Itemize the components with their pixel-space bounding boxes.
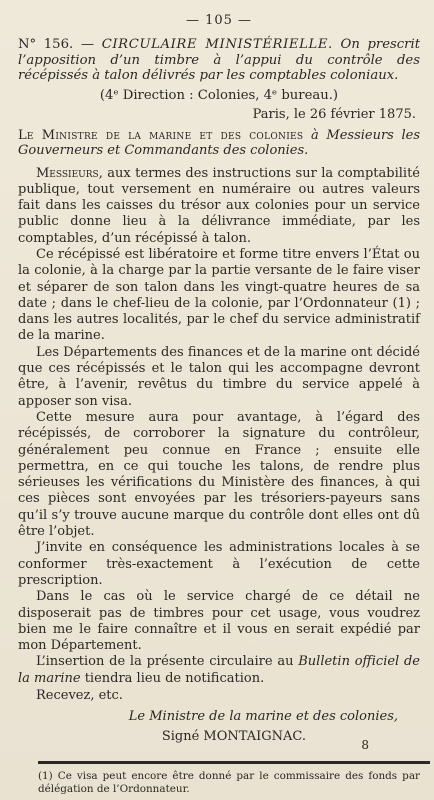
signature-mark: 8 [361,738,369,752]
direction-line: (4ᵉ Direction : Colonies, 4ᵉ bureau.) [99,87,339,103]
circular-subject: On prescrit l’apposition d’un timbre à l’appui du contrôle des récépissés à talon délivrés par les comptables coloniaux. [18,37,420,83]
paragraph-7 [18,654,420,687]
body-text [18,166,420,688]
circular-number: N° 156. [18,37,74,52]
paragraph-7-c: tiendra lieu de notification. [80,670,265,686]
paragraph-6: Dans le cas où le service chargé de ce détail ne disposerait pas de timbres pour cet usage, vous voudrez bien me le faire connaître et il vous en serait expédié par mon Département. [18,589,420,654]
footnote: (1) Ce visa peut encore être donné par le commissaire des fonds par délégation de l’Ordonnateur. [38,770,420,795]
bulletin-reference: Bulletin officiel de la marine [18,654,421,686]
address-recipient: à Messieurs les Gouverneurs et Commandants des colonies. [18,127,420,158]
address-sender: Le Ministre de la marine et des colonies [18,127,304,143]
paragraph-4: Cette mesure aura pour avantage, à l’égard des récépissés, de corroborer la signature du contrôleur, généralement peu connue en France ; ensuite elle permettra, en ce qui touche les talons, de rendre plus sérieuses les vérifications du Ministère des finances, à qui ces pièces sont envoyées par les trésoriers-payeurs sans qu’il s’y trouve aucune marque du contrôle dont elles ont dû être l’objet. [18,409,420,540]
signature-block [18,707,398,747]
closing-formula: Recevez, etc. [36,688,123,703]
paragraph-1 [18,166,420,247]
paragraph-1-lead: Messieurs [36,165,99,181]
title-dash: — [73,37,102,52]
circular-label: CIRCULAIRE MINISTÉRIELLE. [101,37,333,52]
paragraph-1-text: , aux termes des instructions sur la comptabilité publique, tout versement en numéraire ou autres valeurs fait dans les caisses du trésor aux colonies pour un service public donne lieu à la délivrance immédiate, par les comptables, d’un récépissé à talon. [18,165,420,246]
address-line [18,128,420,158]
paragraph-5: J’invite en conséquence les administrations locales à se conformer très-exactement à l’exécution de cette prescription. [18,540,420,588]
signatory-title: Le Ministre de la marine et des colonies, [128,709,398,724]
paragraph-7-a: L’insertion de la présente circulaire au [36,654,299,670]
signatory-name: Signé MONTAIGNAC. [161,729,306,744]
dateline: Paris, le 26 février 1875. [252,106,416,122]
paragraph-3: Les Départements des finances et de la marine ont décidé que ces récépissés et le talon qui les accompagne devront être, à l’avenir, revêtus du timbre du service appelé à apposer son visa. [18,344,420,409]
page-number: — 105 — [185,13,253,28]
circular-title [18,37,420,84]
paragraph-2: Ce récépissé est libératoire et forme titre envers l’État ou la colonie, à la charge par la partie versante de le faire viser et séparer de son talon dans les vingt-quatre heures de sa date ; dans le chef-lieu de la colonie, par l’Ordonnateur (1) ; dans les autres localités, par le chef du service administratif de la marine. [18,246,420,344]
footnote-rule [38,761,430,764]
